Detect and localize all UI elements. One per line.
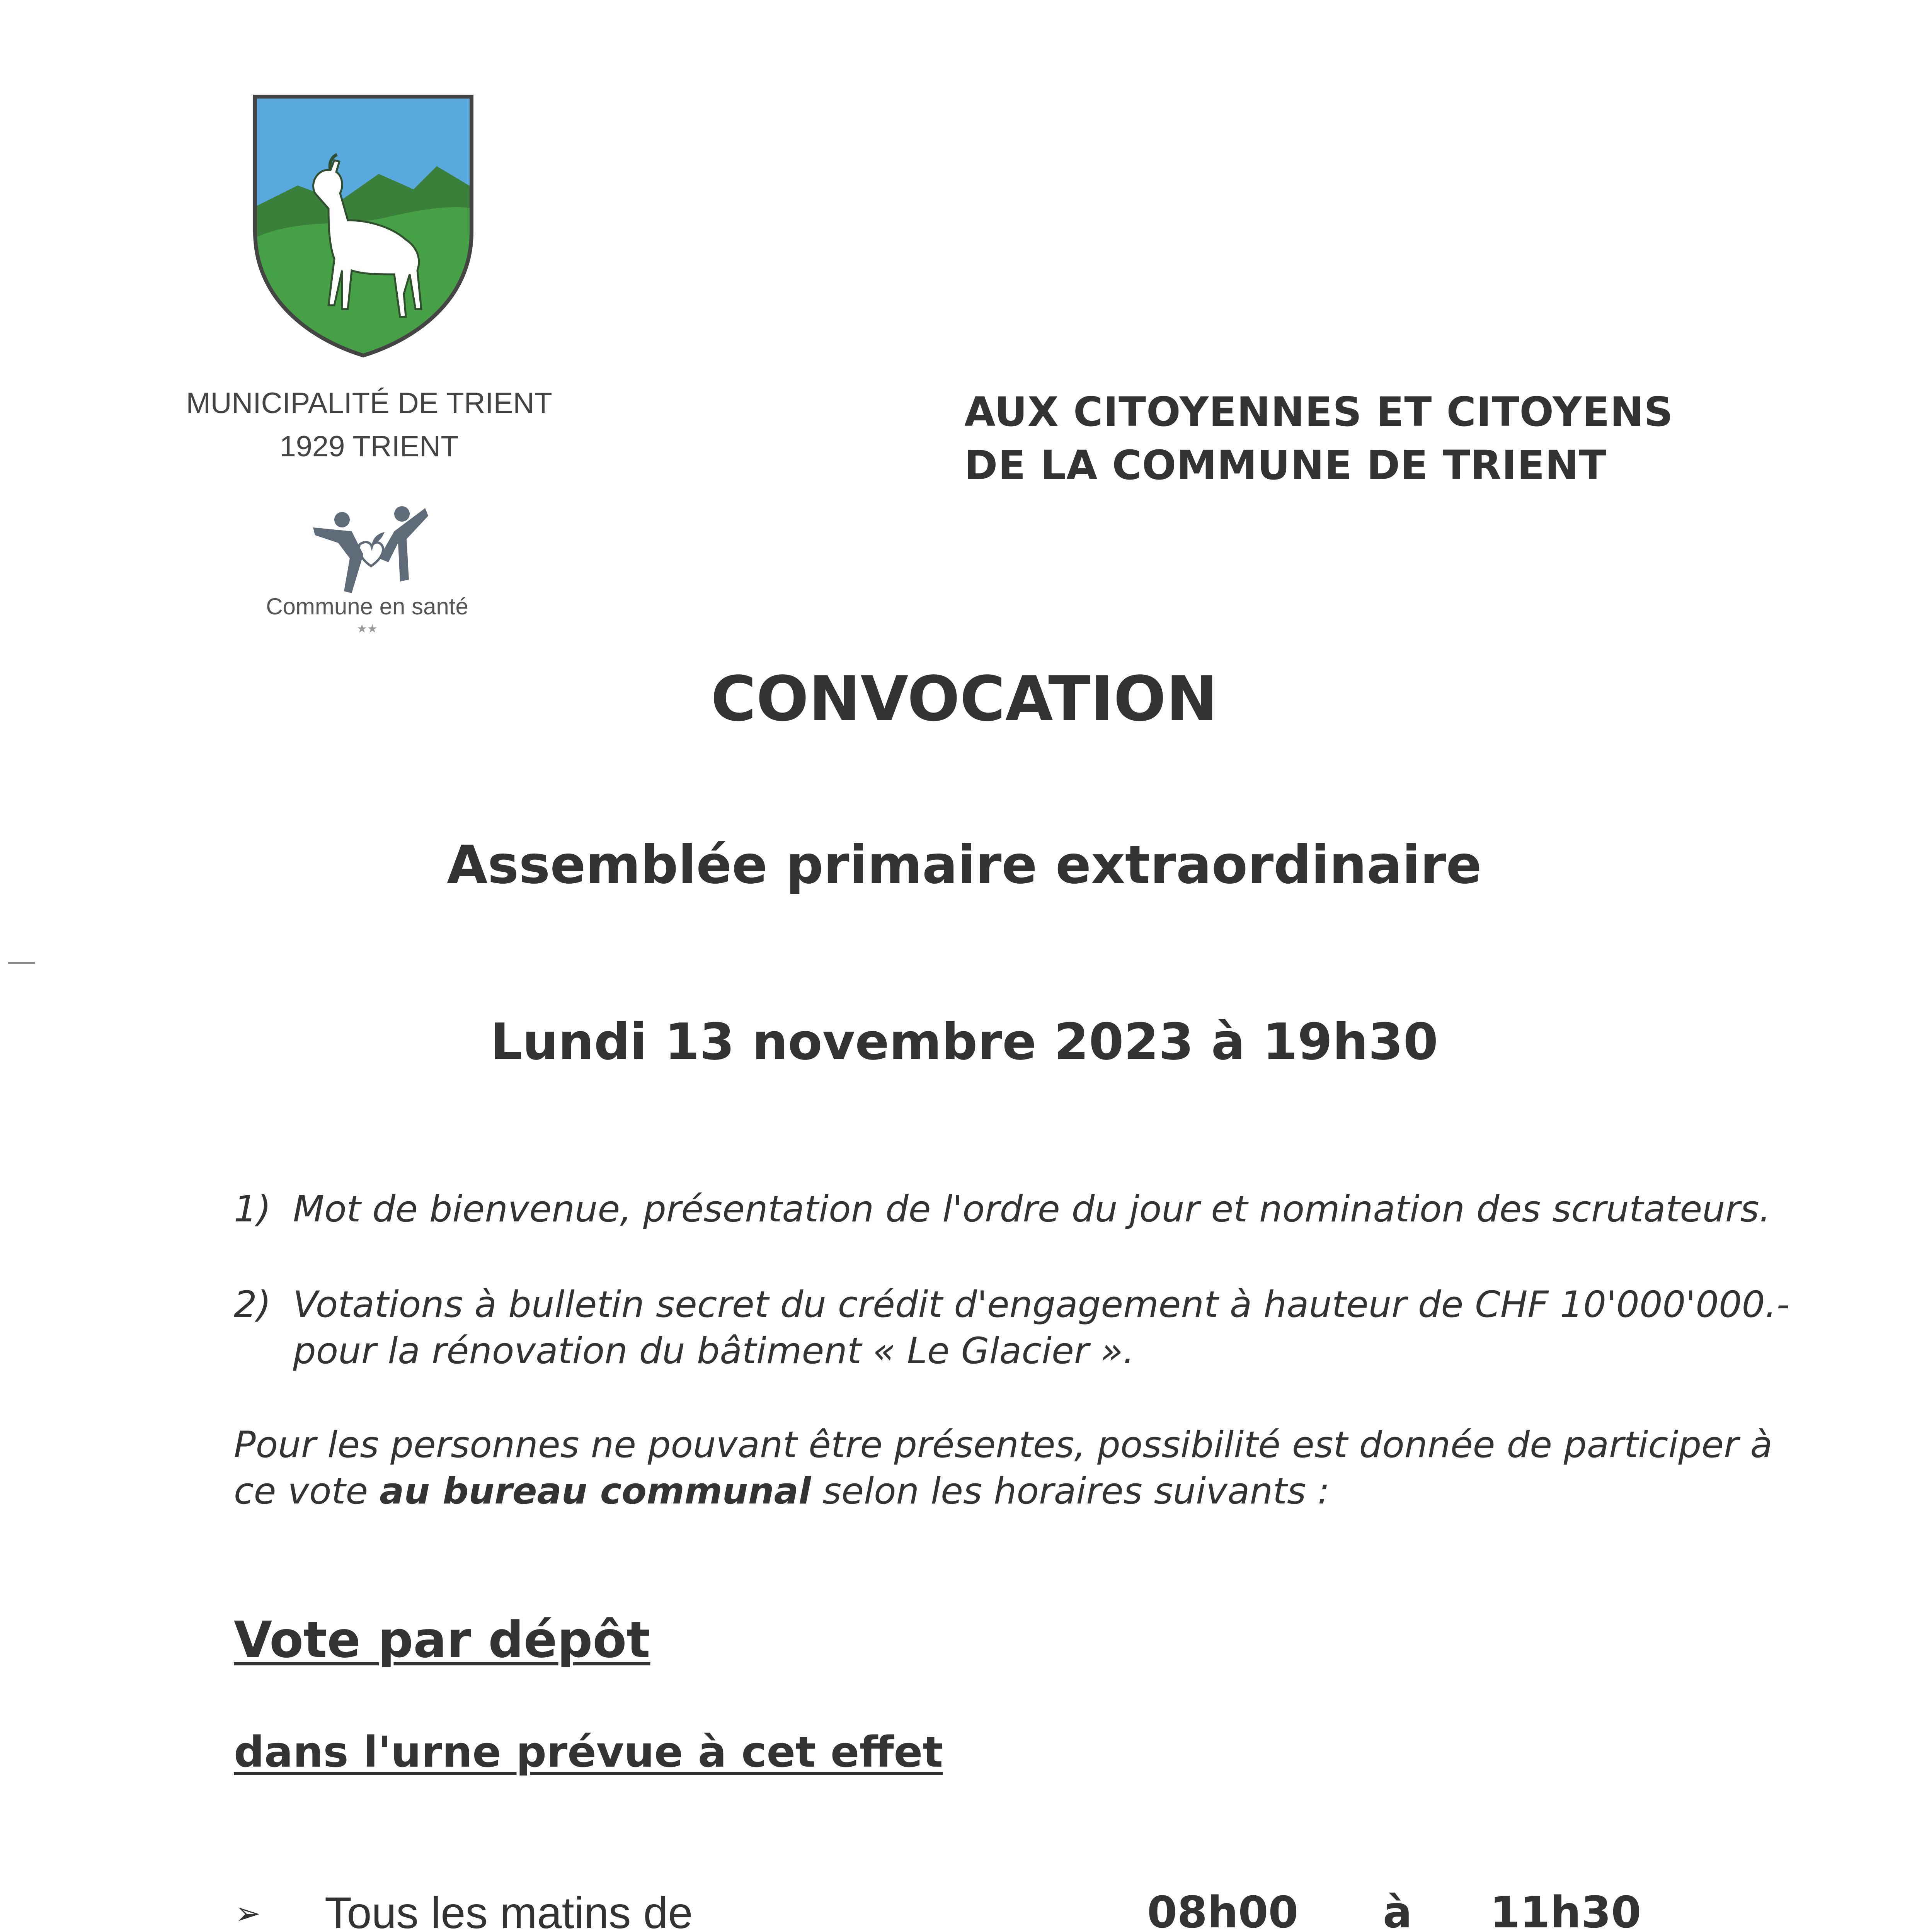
margin-mark (8, 962, 35, 964)
addressee-line-1: AUX CITOYENNES ET CITOYENS (964, 388, 1674, 435)
absentee-note-line-1: Pour les personnes ne pouvant être présentes, possibilité est donnée de participer à (234, 1424, 1773, 1466)
absentee-note-line-2 (234, 1470, 1330, 1512)
assembly-date: Lundi 13 novembre 2023 à 19h30 (490, 1012, 1439, 1071)
vote-section-title: Vote par dépôt (234, 1611, 650, 1669)
absentee-note-bold: au bureau communal (380, 1470, 811, 1512)
absentee-note-prefix: ce vote (234, 1470, 380, 1512)
absentee-note-suffix: selon les horaires suivants : (811, 1470, 1330, 1512)
schedule-1-from: 08h00 (1147, 1888, 1299, 1932)
addressee-line-2: DE LA COMMUNE DE TRIENT (964, 442, 1607, 489)
schedule-1-to: 11h30 (1490, 1888, 1641, 1932)
schedule-1-label-line-1: Tous les matins de (325, 1888, 693, 1932)
municipality-name: MUNICIPALITÉ DE TRIENT (186, 387, 552, 420)
commune-en-sante-label: Commune en santé (266, 594, 468, 619)
coat-of-arms-logo (251, 93, 475, 359)
agenda-item-1-number: 1) (234, 1188, 271, 1230)
vote-section-subtitle: dans l'urne prévue à cet effet (234, 1727, 943, 1777)
agenda-item-2-text-line-1: Votations à bulletin secret du crédit d'engagement à hauteur de CHF 10'000'000.- (293, 1284, 1790, 1326)
agenda-item-2-text-line-2: pour la rénovation du bâtiment « Le Glacier ». (293, 1330, 1135, 1372)
page-title: CONVOCATION (711, 663, 1218, 735)
schedule-1-separator: à (1383, 1888, 1412, 1932)
commune-en-sante-logo (305, 504, 429, 597)
agenda-item-1-text: Mot de bienvenue, présentation de l'ordre du jour et nomination des scrutateurs. (293, 1188, 1771, 1230)
health-rating-stars: ★★ (357, 622, 378, 636)
agenda-item-2-number: 2) (234, 1284, 271, 1326)
arrow-bullet-icon: ➢ (235, 1895, 261, 1931)
municipality-postcode: 1929 TRIENT (279, 430, 459, 463)
assembly-type: Assemblée primaire extraordinaire (447, 835, 1482, 896)
